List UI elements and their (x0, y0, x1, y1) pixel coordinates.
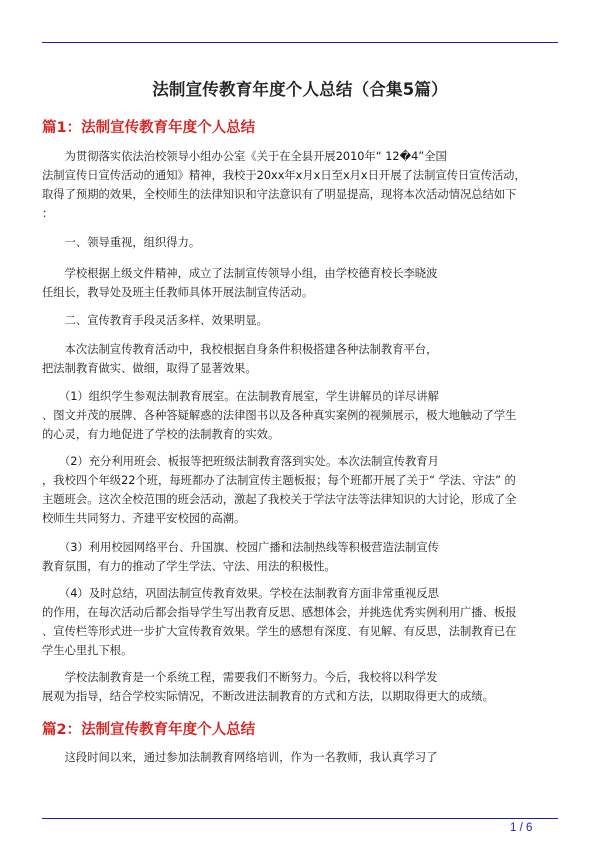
paragraph: （1）组织学生参观法制教育展室。在法制教育展室，学生讲解员的详尽讲解 、图文并茂的展牌、各种答疑解惑的法律图书以及各种真实案例的视频展示，极大地触动了学生 的心灵，有力地促进了学校的法制教育的实效。 (42, 390, 517, 441)
paragraph: （3）利用校园网络平台、升国旗、校园广播和法制热线等积极营造法制宣传 教育氛围，有力的推动了学生学法、守法、用法的积极性。 (42, 541, 439, 573)
paragraph: 二、宣传教育手段灵活多样、效果明显。 (42, 314, 268, 327)
paragraph: 一、领导重视，组织得力。 (42, 236, 201, 249)
section-1-heading: 篇1：法制宣传教育年度个人总结 (42, 120, 256, 136)
paragraph: 这段时间以来，通过参加法制教育网络培训，作为一名教师，我认真学习了 (42, 751, 438, 764)
footer-rule (42, 818, 558, 819)
paragraph: （2）充分利用班会、板报等把班级法制教育落到实处。本次法制宣传教育月 ，我校四个年级22个班，每班都办了法制宣传主题板报；每个班都开展了关于“ 学法、守法” 的 主题班会。这次全校范围的班会活动，激起了我校关于学法守法等法律知识的大讨论，形成了全 校师生共同努力、齐建平安校园的高潮。 (42, 455, 517, 525)
paragraph: （4）及时总结，巩固法制宣传教育效果。学校在法制教育方面非常重视反思 的作用，在每次活动后都会指导学生写出教育反思、感想体会，并挑选优秀实例利用广播、板报 、宣传栏等形式进一步扩大宣传教育效果。学生的感想有深度、有见解、有反思，法制教育已在 学生心里扎下根。 (42, 587, 517, 657)
paragraph: 学校根据上级文件精神，成立了法制宣传领导小组，由学校德育校长李晓波 任组长，教导处及班主任教师具体开展法制宣传活动。 (42, 267, 438, 299)
paragraph: 本次法制宣传教育活动中，我校根据自身条件积极搭建各种法制教育平台， 把法制教育做实、做细，取得了显著效果。 (42, 343, 438, 375)
paragraph: 为贯彻落实依法治校领导小组办公室《关于在全县开展2010年“ 12�4”全国 法制宣传日宣传活动的通知》精神，我校于20xx年x月x日至x月x日开展了法制宣传日宣传活动， 取得了预期的效果，全校师生的法律知识和守法意识有了明显提高，现将本次活动情况总结如下 ： (42, 150, 526, 220)
header-rule (42, 42, 558, 43)
document-title: 法制宣传教育年度个人总结（合集5篇） (152, 80, 448, 99)
paragraph: 学校法制教育是一个系统工程，需要我们不断努力。今后，我校将以科学发 展观为指导，结合学校实际情况，不断改进法制教育的方式和方法，以期取得更大的成绩。 (42, 671, 494, 703)
section-2-heading: 篇2：法制宣传教育年度个人总结 (42, 722, 256, 738)
page-number: 1 / 6 (510, 822, 533, 834)
